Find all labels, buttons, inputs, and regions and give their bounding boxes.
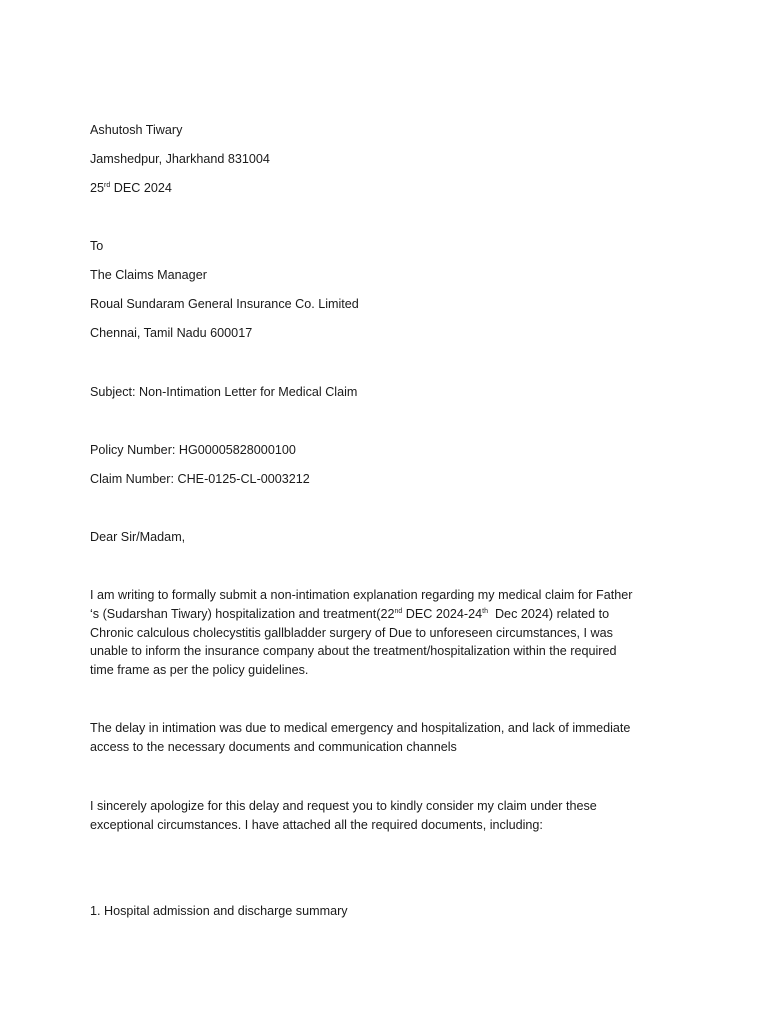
paragraph-delay-reason [90,719,680,757]
recipient-to: To [90,239,104,253]
ordinal-suffix: nd [394,607,403,615]
paragraph-line [90,605,680,624]
paragraph-line: Chronic calculous cholecystitis gallbladder surgery of Due to unforeseen circumstances, I was [90,625,613,640]
paragraph-text: DEC 2024-24 [402,606,483,621]
paragraph-text: Dec 2024) related to [487,606,610,621]
paragraph-explanation [90,586,680,680]
sender-name: Ashutosh Tiwary [90,123,183,137]
paragraph-line: I am writing to formally submit a non-intimation explanation regarding my medical claim for Father [90,588,633,602]
paragraph-text: ‘s (Sudarshan Tiwary) hospitalization and treatment(22 [90,606,395,621]
paragraph-line: The delay in intimation was due to medical emergency and hospitalization, and lack of immediate [90,721,631,735]
letter-date [90,179,172,198]
date-day: 25 [90,181,105,195]
date-suffix: rd [104,182,111,189]
list-item-documents: 1. Hospital admission and discharge summary [90,904,348,918]
salutation: Dear Sir/Madam, [90,530,186,544]
paragraph-line: unable to inform the insurance company about the treatment/hospitalization within the required [90,644,617,659]
paragraph-line: access to the necessary documents and communication channels [90,739,457,754]
paragraph-line: time frame as per the policy guidelines. [90,663,309,678]
policy-number: Policy Number: HG00005828000100 [90,443,296,457]
recipient-company: Roual Sundaram General Insurance Co. Limited [90,297,359,311]
subject-line: Subject: Non-Intimation Letter for Medical Claim [90,385,358,399]
recipient-title: The Claims Manager [90,268,207,282]
paragraph-apology [90,797,680,835]
paragraph-line: exceptional circumstances. I have attached all the required documents, including: [90,817,543,832]
claim-number: Claim Number: CHE-0125-CL-0003212 [90,472,310,486]
sender-address: Jamshedpur, Jharkhand 831004 [90,152,270,166]
ordinal-suffix: th [482,607,488,615]
recipient-address: Chennai, Tamil Nadu 600017 [90,326,253,340]
date-rest: DEC 2024 [110,181,172,195]
paragraph-line: I sincerely apologize for this delay and request you to kindly consider my claim under these [90,799,597,813]
